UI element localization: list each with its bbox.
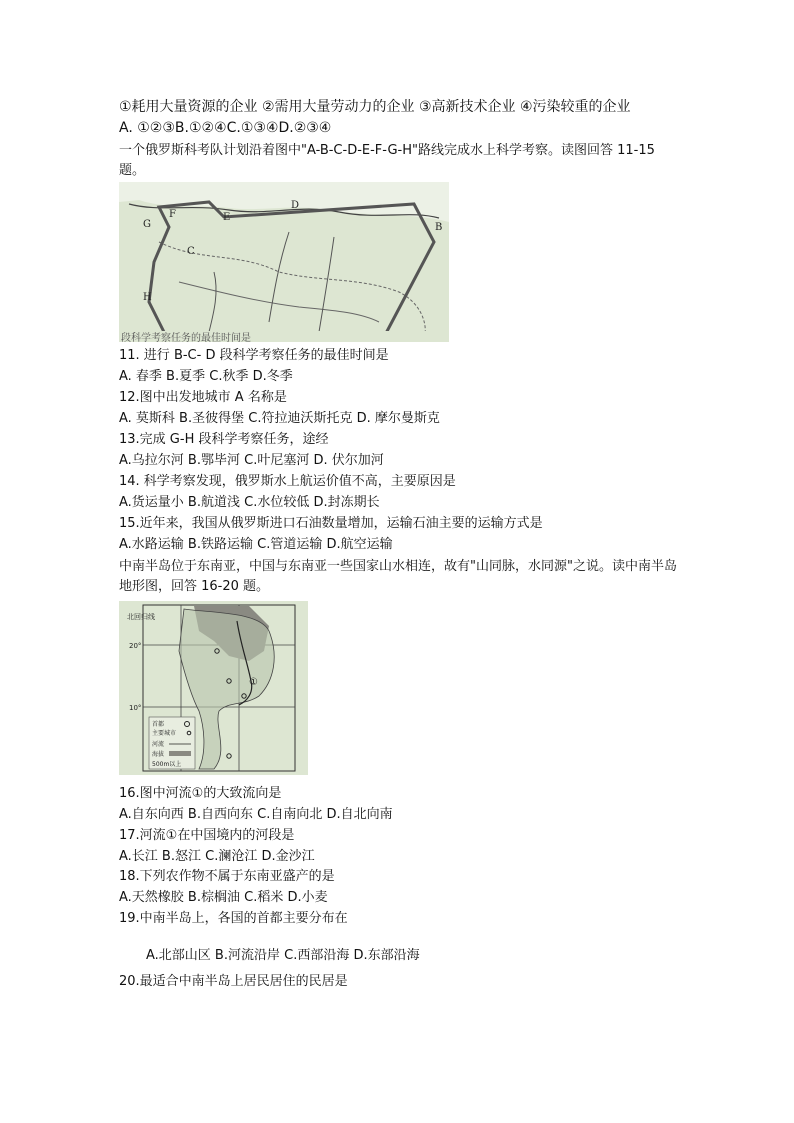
question-14: 14. 科学考察发现，俄罗斯水上航运价值不高，主要原因是 (119, 474, 456, 489)
question-13: 13.完成 G-H 段科学考察任务，途经 (119, 432, 329, 447)
map1-caption: 段科学考察任务的最佳时间是 (121, 333, 251, 342)
route-label-b: B (435, 222, 443, 233)
question-19: 19.中南半岛上，各国的首都主要分布在 (119, 911, 348, 926)
question-18: 18.下列农作物不属于东南亚盛产的是 (119, 869, 335, 884)
legend-city: 主要城市 (152, 730, 177, 737)
route-label-f: F (169, 209, 176, 220)
answer-17: A.长江 B.怒江 C.澜沧江 D.金沙江 (119, 849, 315, 864)
intro-russia: 一个俄罗斯科考队计划沿着图中"A-B-C-D-E-F-G-H"路线完成水上科学考察。读图回答 11-15 题。 (119, 143, 655, 178)
answer-11: A. 春季 B.夏季 C.秋季 D.冬季 (119, 369, 293, 384)
question-16: 16.图中河流①的大致流向是 (119, 786, 282, 801)
question-20: 20.最适合中南半岛上居民居住的民居是 (119, 974, 348, 989)
answer-18: A.天然橡胶 B.棕榈油 C.稻米 D.小麦 (119, 890, 328, 905)
river-1-marker: ① (249, 677, 258, 688)
question-11: 11. 进行 B-C- D 段科学考察任务的最佳时间是 (119, 348, 389, 363)
answer-13: A.乌拉尔河 B.鄂毕河 C.叶尼塞河 D. 伏尔加河 (119, 453, 384, 468)
question-15: 15.近年来，我国从俄罗斯进口石油数量增加，运输石油主要的运输方式是 (119, 516, 543, 531)
route-label-e: E (223, 212, 231, 223)
route-label-c: C (187, 246, 195, 257)
tropic-label: 北回归线 (127, 613, 155, 621)
answer-options-10: A. ①②③B.①②④C.①③④D.②③④ (119, 120, 332, 136)
russia-route-map (119, 182, 449, 342)
route-label-g: G (143, 219, 151, 230)
indochina-map (119, 601, 308, 775)
answer-16: A.自东向西 B.自西向东 C.自南向北 D.自北向南 (119, 807, 393, 822)
legend-capital: 首都 (152, 721, 165, 728)
route-label-d: D (291, 200, 300, 211)
question-12: 12.图中出发地城市 A 名称是 (119, 390, 287, 405)
question-text-1: ①耗用大量资源的企业 ②需用大量劳动力的企业 ③高新技术企业 ④污染较重的企业 (119, 99, 631, 115)
legend-altitude: 海拔 (152, 751, 165, 758)
lat-20-label: 20° (129, 642, 142, 650)
answer-19: A.北部山区 B.河流沿岸 C.西部沿海 D.东部沿海 (146, 948, 420, 963)
lat-10-label: 10° (129, 704, 142, 712)
question-17: 17.河流①在中国境内的河段是 (119, 828, 295, 843)
route-label-h: H (143, 292, 152, 303)
intro-indochina: 中南半岛位于东南亚，中国与东南亚一些国家山水相连，故有"山同脉，水同源"之说。读中南半岛地形图，回答 16-20 题。 (119, 559, 677, 594)
answer-14: A.货运量小 B.航道浅 C.水位较低 D.封冻期长 (119, 495, 380, 510)
legend-altitude-value: 500m以上 (152, 761, 182, 768)
answer-12: A. 莫斯科 B.圣彼得堡 C.符拉迪沃斯托克 D. 摩尔曼斯克 (119, 411, 440, 426)
legend-river: 河流 (152, 741, 165, 748)
answer-15: A.水路运输 B.铁路运输 C.管道运输 D.航空运输 (119, 537, 393, 552)
